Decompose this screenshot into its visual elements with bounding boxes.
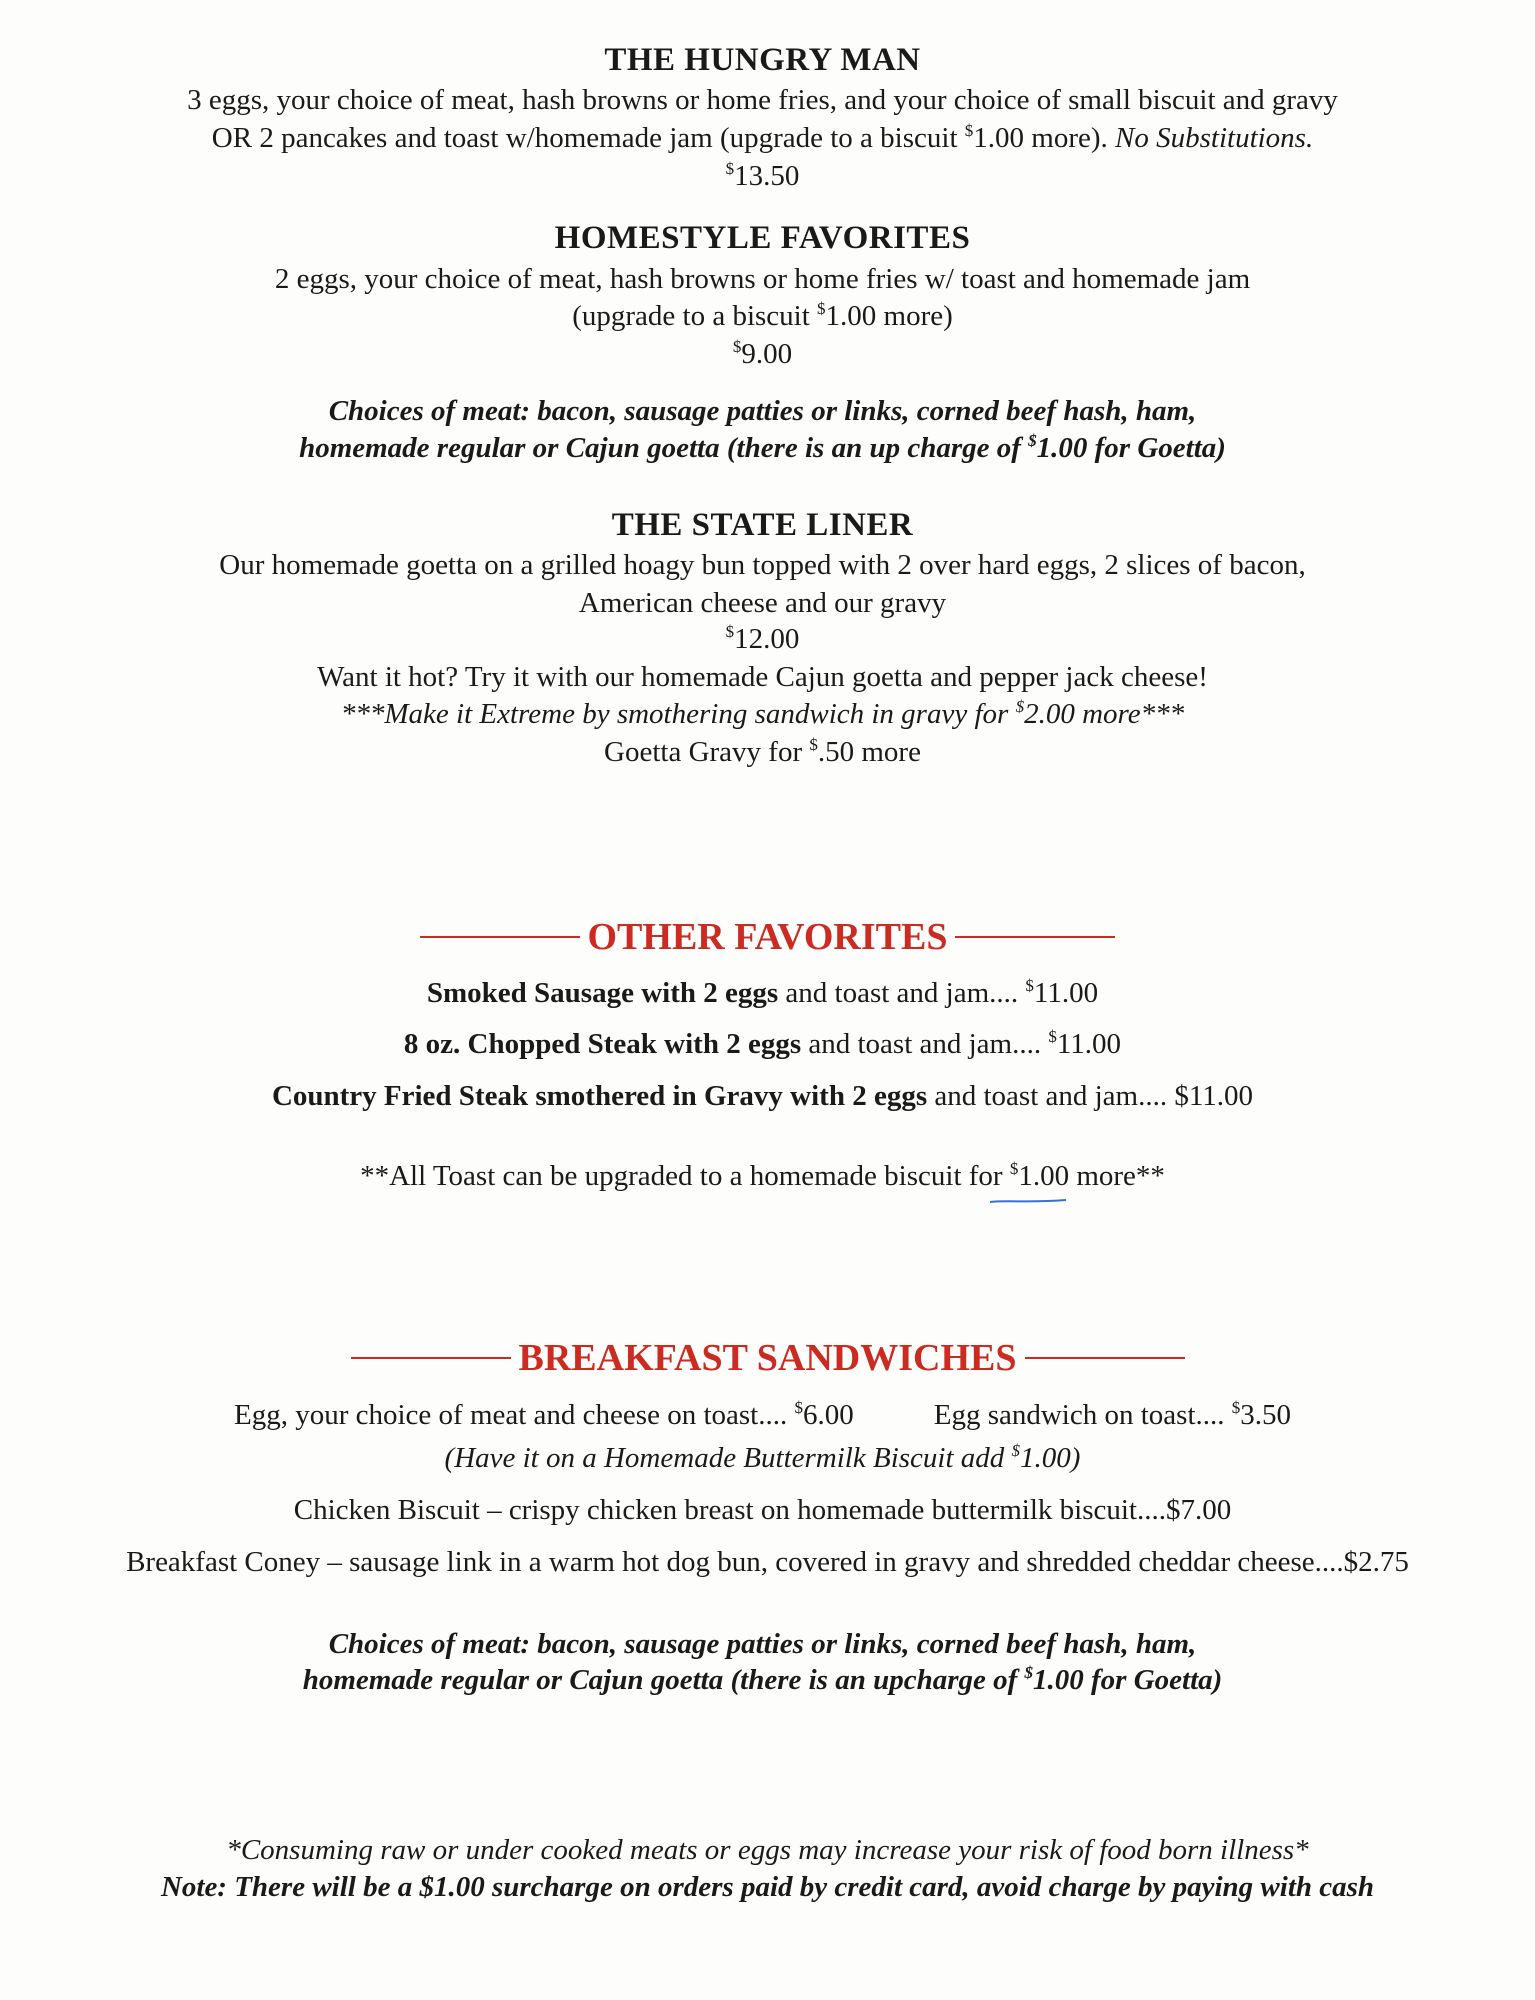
menu-item-egg-meat-cheese: Egg, your choice of meat and cheese on toast.... $6.00 bbox=[234, 1398, 854, 1431]
hungry-man-title: THE HUNGRY MAN bbox=[604, 42, 921, 78]
pen-underline-mark bbox=[988, 1198, 1068, 1204]
toast-upgrade-note: **All Toast can be upgraded to a homemade biscuit for $1.00 more** bbox=[360, 1159, 1165, 1192]
homestyle-price: $9.00 bbox=[732, 337, 793, 370]
menu-item-country-fried-steak: Country Fried Steak smothered in Gravy with 2 eggs and toast and jam.... $11.00 bbox=[271, 1080, 1254, 1112]
homestyle-desc-line1: 2 eggs, your choice of meat, hash browns or home fries w/ toast and homemade jam bbox=[274, 263, 1251, 295]
sandwich-row-egg bbox=[0, 1397, 1530, 1434]
meat-choices-line2: homemade regular or Cajun goetta (there is an upcharge of $1.00 for Goetta) bbox=[302, 1663, 1223, 1696]
header-rule-left bbox=[351, 1357, 511, 1359]
hungry-man-price: $13.50 bbox=[725, 159, 800, 192]
homestyle-title: HOMESTYLE FAVORITES bbox=[554, 220, 971, 256]
state-liner-price: $12.00 bbox=[725, 622, 800, 655]
meat-choices-line1: Choices of meat: bacon, sausage patties or links, corned beef hash, ham, bbox=[328, 395, 1197, 427]
state-liner-desc-line1: Our homemade goetta on a grilled hoagy bun topped with 2 over hard eggs, 2 slices of bacon, bbox=[219, 549, 1306, 581]
credit-card-surcharge-note: Note: There will be a $1.00 surcharge on orders paid by credit card, avoid charge by paying with cash bbox=[160, 1871, 1375, 1903]
meat-choices-line1: Choices of meat: bacon, sausage patties or links, corned beef hash, ham, bbox=[328, 1628, 1197, 1660]
homestyle-desc-line2: (upgrade to a biscuit $1.00 more) bbox=[572, 299, 953, 332]
state-liner-desc-line2: American cheese and our gravy bbox=[578, 587, 947, 619]
no-substitutions-note: No Substitutions. bbox=[1115, 122, 1314, 154]
breakfast-sandwiches-title: BREAKFAST SANDWICHES bbox=[518, 1337, 1017, 1379]
header-rule-right bbox=[955, 936, 1115, 938]
other-favorites-header bbox=[0, 915, 1535, 959]
biscuit-upgrade-note: (Have it on a Homemade Buttermilk Biscuit add $1.00) bbox=[444, 1441, 1081, 1474]
header-rule-left bbox=[420, 936, 580, 938]
menu-item-breakfast-coney: Breakfast Coney – sausage link in a warm hot dog bun, covered in gravy and shredded cheddar cheese....$2.75 bbox=[126, 1546, 1409, 1578]
other-favorites-title: OTHER FAVORITES bbox=[587, 916, 948, 958]
hungry-man-desc-line1: 3 eggs, your choice of meat, hash browns or home fries, and your choice of small biscuit and gravy bbox=[187, 84, 1338, 116]
state-liner-hot-option: Want it hot? Try it with our homemade Cajun goetta and pepper jack cheese! bbox=[317, 661, 1208, 693]
goetta-gravy-option: Goetta Gravy for $.50 more bbox=[604, 735, 921, 768]
menu-item-chicken-biscuit: Chicken Biscuit – crispy chicken breast on homemade buttermilk biscuit....$7.00 bbox=[293, 1494, 1232, 1526]
menu-item-smoked-sausage: Smoked Sausage with 2 eggs and toast and jam.... $11.00 bbox=[426, 976, 1099, 1009]
header-rule-right bbox=[1025, 1357, 1185, 1359]
hungry-man-desc-line2: OR 2 pancakes and toast w/homemade jam (upgrade to a biscuit $1.00 more). No Substitutions. bbox=[211, 121, 1314, 154]
menu-item-chopped-steak: 8 oz. Chopped Steak with 2 eggs and toast and jam.... $11.00 bbox=[403, 1027, 1122, 1060]
state-liner-title: THE STATE LINER bbox=[611, 507, 914, 543]
food-safety-warning: *Consuming raw or under cooked meats or eggs may increase your risk of food born illness* bbox=[226, 1834, 1309, 1866]
breakfast-sandwiches-header bbox=[0, 1336, 1535, 1380]
menu-item-egg-sandwich: Egg sandwich on toast.... $3.50 bbox=[933, 1398, 1291, 1431]
meat-choices-line2: homemade regular or Cajun goetta (there is an up charge of $1.00 for Goetta) bbox=[299, 431, 1226, 464]
state-liner-extreme-option: ***Make it Extreme by smothering sandwich in gravy for $2.00 more*** bbox=[340, 697, 1185, 730]
